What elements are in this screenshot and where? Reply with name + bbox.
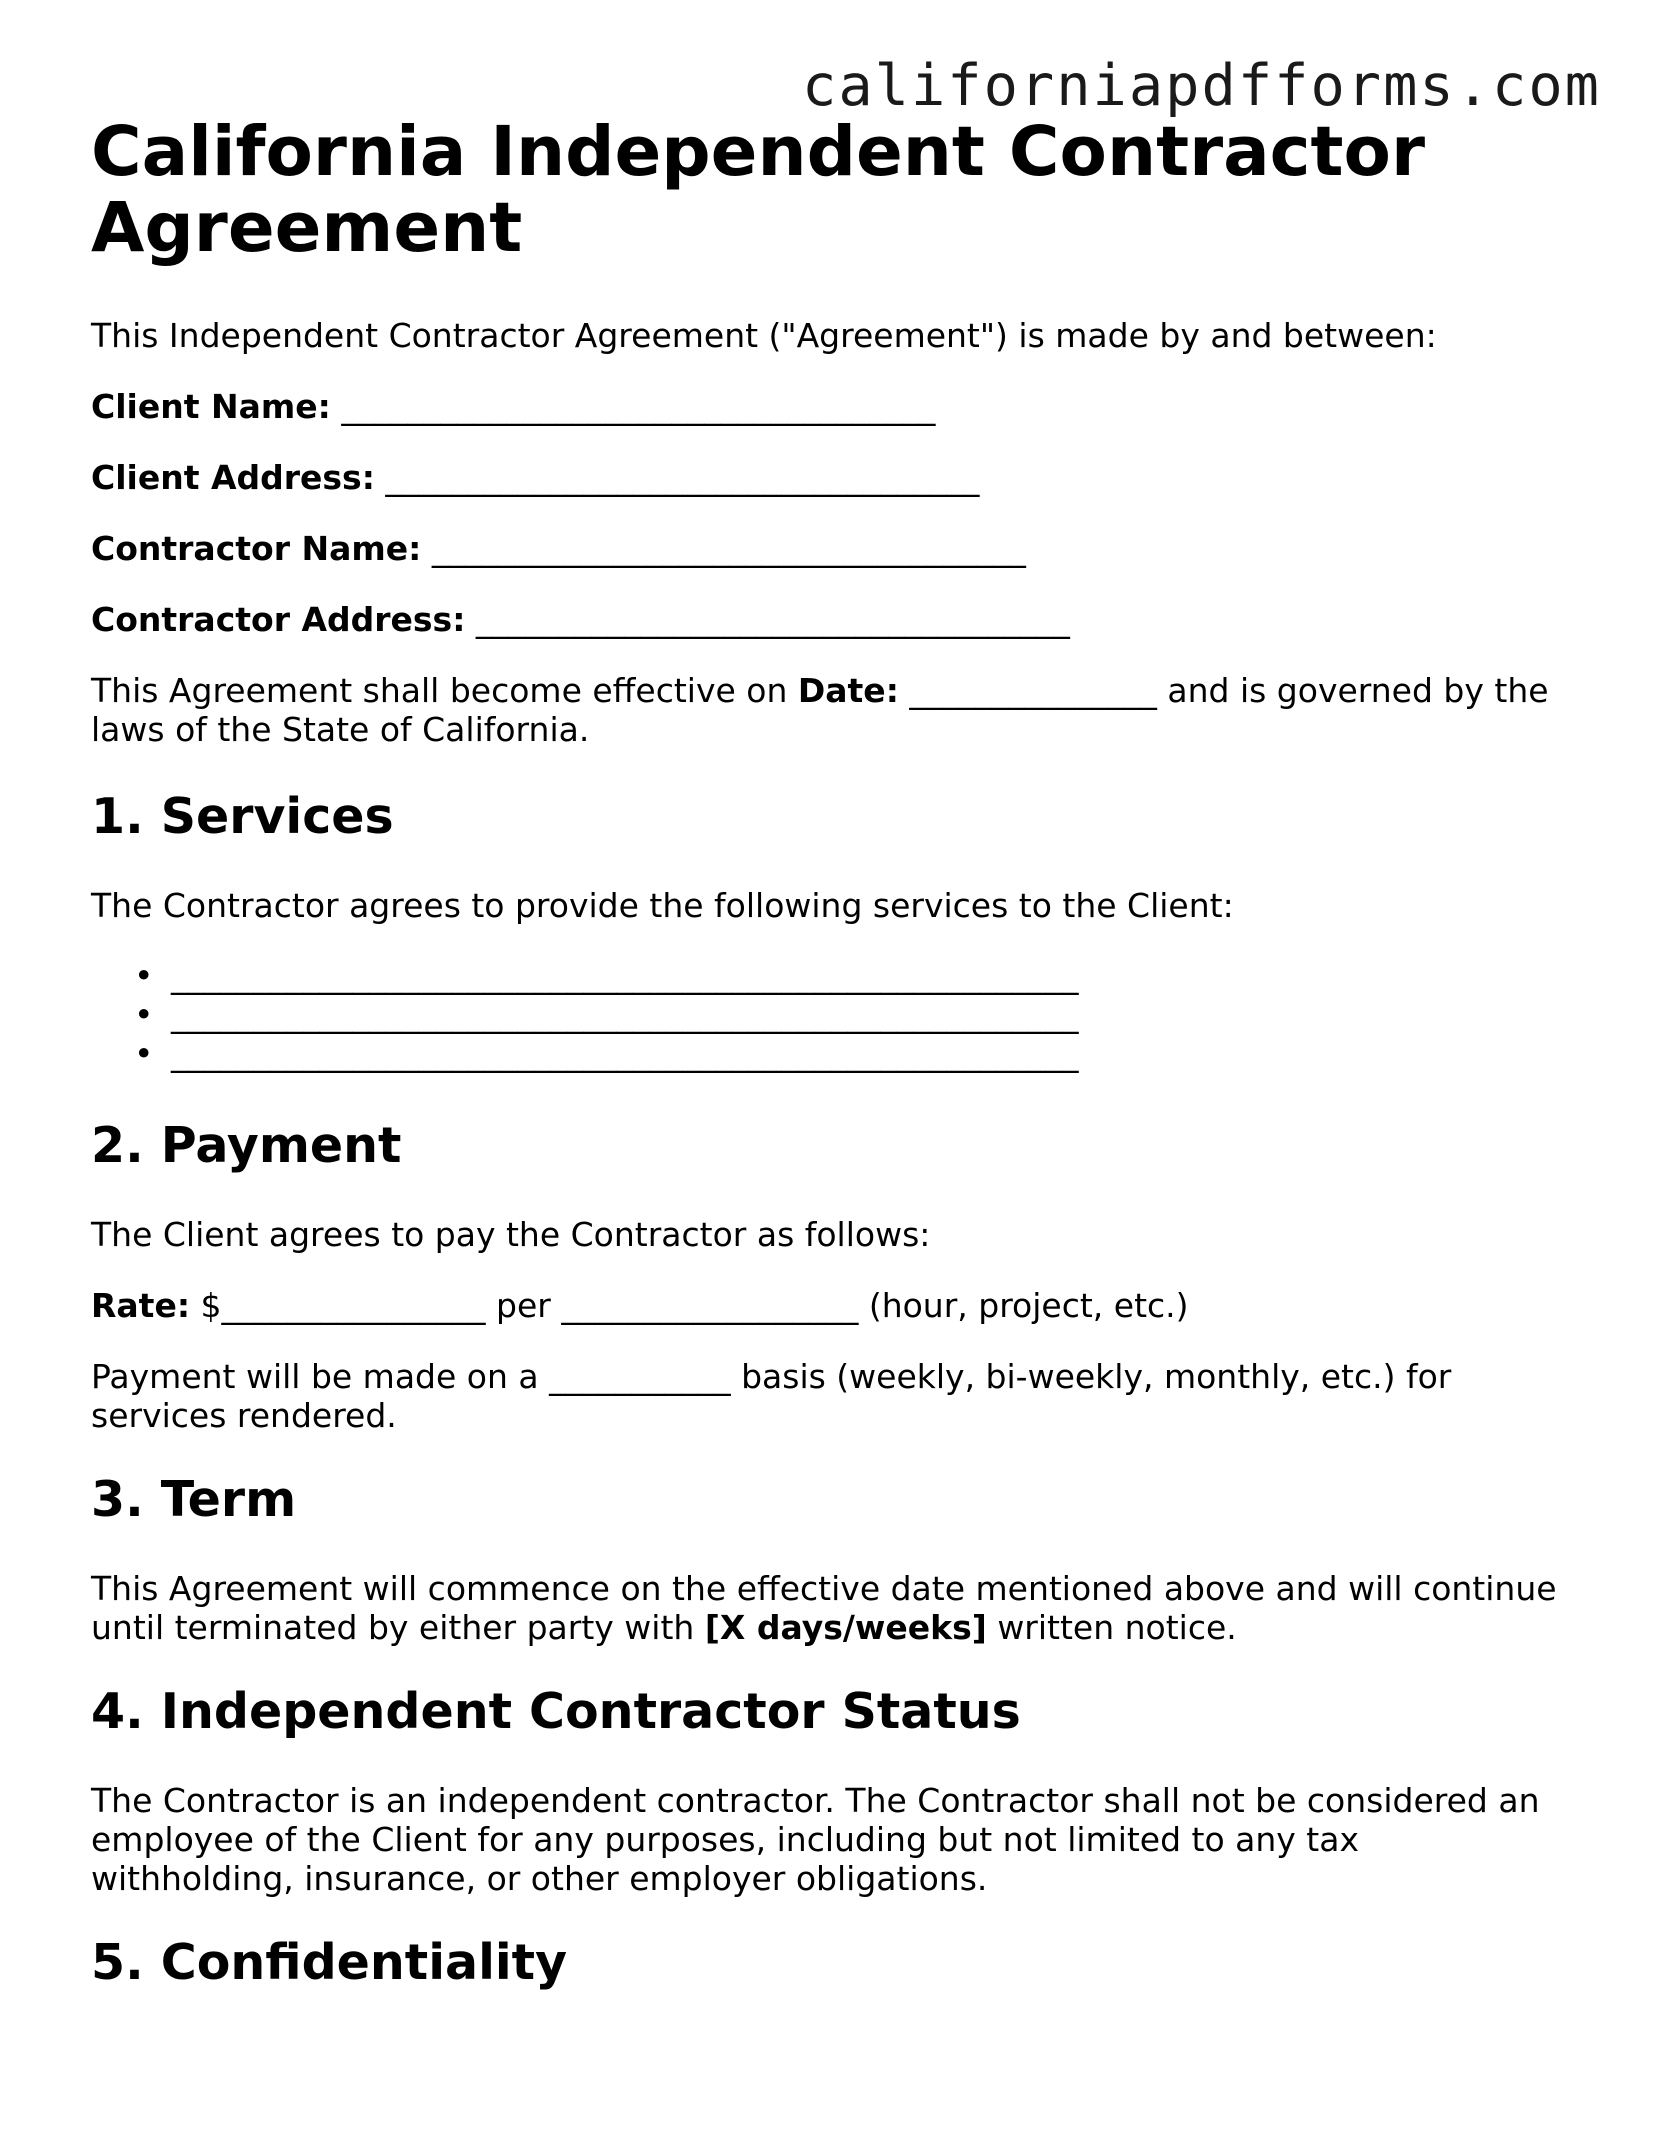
contractor-name-field xyxy=(91,529,1571,568)
list-item xyxy=(91,1034,1571,1073)
service-blank[interactable]: _______________________________________________________ xyxy=(171,956,1079,995)
list-item xyxy=(91,995,1571,1034)
effective-date-paragraph xyxy=(91,671,1571,749)
section-heading-confidentiality: 5. Confidentiality xyxy=(91,1934,568,1991)
payment-schedule-paragraph: Payment will be made on a ___________ basis (weekly, bi-weekly, monthly, etc.) for services rendered. xyxy=(91,1357,1452,1435)
service-blank[interactable]: _______________________________________________________ xyxy=(171,1034,1079,1073)
watermark: californiapdfforms.com xyxy=(802,53,1601,119)
client-address-field xyxy=(91,458,1571,497)
section-heading-services: 1. Services xyxy=(91,788,394,845)
payment-text: The Client agrees to pay the Contractor as follows: xyxy=(91,1215,931,1254)
date-label: Date: xyxy=(797,671,899,710)
bullet-icon: • xyxy=(134,956,154,995)
contractor-address-label: Contractor Address: xyxy=(91,600,466,639)
bullet-icon: • xyxy=(134,995,154,1034)
service-blank[interactable]: _______________________________________________________ xyxy=(171,995,1079,1034)
services-list xyxy=(91,956,1571,1073)
term-text-before: This Agreement will commence on the effective date mentioned above and will continue until terminated by either party with xyxy=(91,1569,1557,1647)
intro-paragraph: This Independent Contractor Agreement ("Agreement") is made by and between: xyxy=(91,316,1437,355)
contractor-name-blank[interactable]: ____________________________________ xyxy=(431,529,1026,568)
services-text: The Contractor agrees to provide the following services to the Client: xyxy=(91,886,1234,925)
page-title: California Independent Contractor Agreement xyxy=(91,112,1425,268)
document-body xyxy=(91,114,1571,1992)
client-address-blank[interactable]: ____________________________________ xyxy=(385,458,980,497)
contractor-address-blank[interactable]: ____________________________________ xyxy=(475,600,1070,639)
list-item xyxy=(91,956,1571,995)
term-paragraph xyxy=(91,1569,1571,1647)
client-name-label: Client Name: xyxy=(91,387,331,426)
effective-text-before: This Agreement shall become effective on xyxy=(91,671,798,710)
rate-label: Rate: xyxy=(91,1286,191,1325)
client-name-blank[interactable]: ____________________________________ xyxy=(341,387,936,426)
client-address-label: Client Address: xyxy=(91,458,375,497)
section-heading-payment: 2. Payment xyxy=(91,1117,402,1174)
contractor-address-field xyxy=(91,600,1571,639)
section-heading-contractor-status: 4. Independent Contractor Status xyxy=(91,1683,1021,1740)
date-blank[interactable]: _______________ xyxy=(898,671,1168,710)
rate-blank[interactable]: $________________ per __________________ (hour, project, etc.) xyxy=(190,1286,1189,1325)
bullet-icon: • xyxy=(134,1034,154,1073)
contractor-name-label: Contractor Name: xyxy=(91,529,422,568)
term-text-after: written notice. xyxy=(986,1608,1237,1647)
effective-text-after: and is governed by the laws of the State of California. xyxy=(91,671,1549,749)
term-notice-period: [X days/weeks] xyxy=(704,1608,987,1647)
rate-paragraph xyxy=(91,1286,1571,1325)
client-name-field xyxy=(91,387,1571,426)
contractor-status-paragraph: The Contractor is an independent contractor. The Contractor shall not be considered an employee of the Client for any purposes, including but not limited to any tax withholding, insurance, or other employer obligations. xyxy=(91,1781,1540,1898)
section-heading-term: 3. Term xyxy=(91,1471,297,1528)
